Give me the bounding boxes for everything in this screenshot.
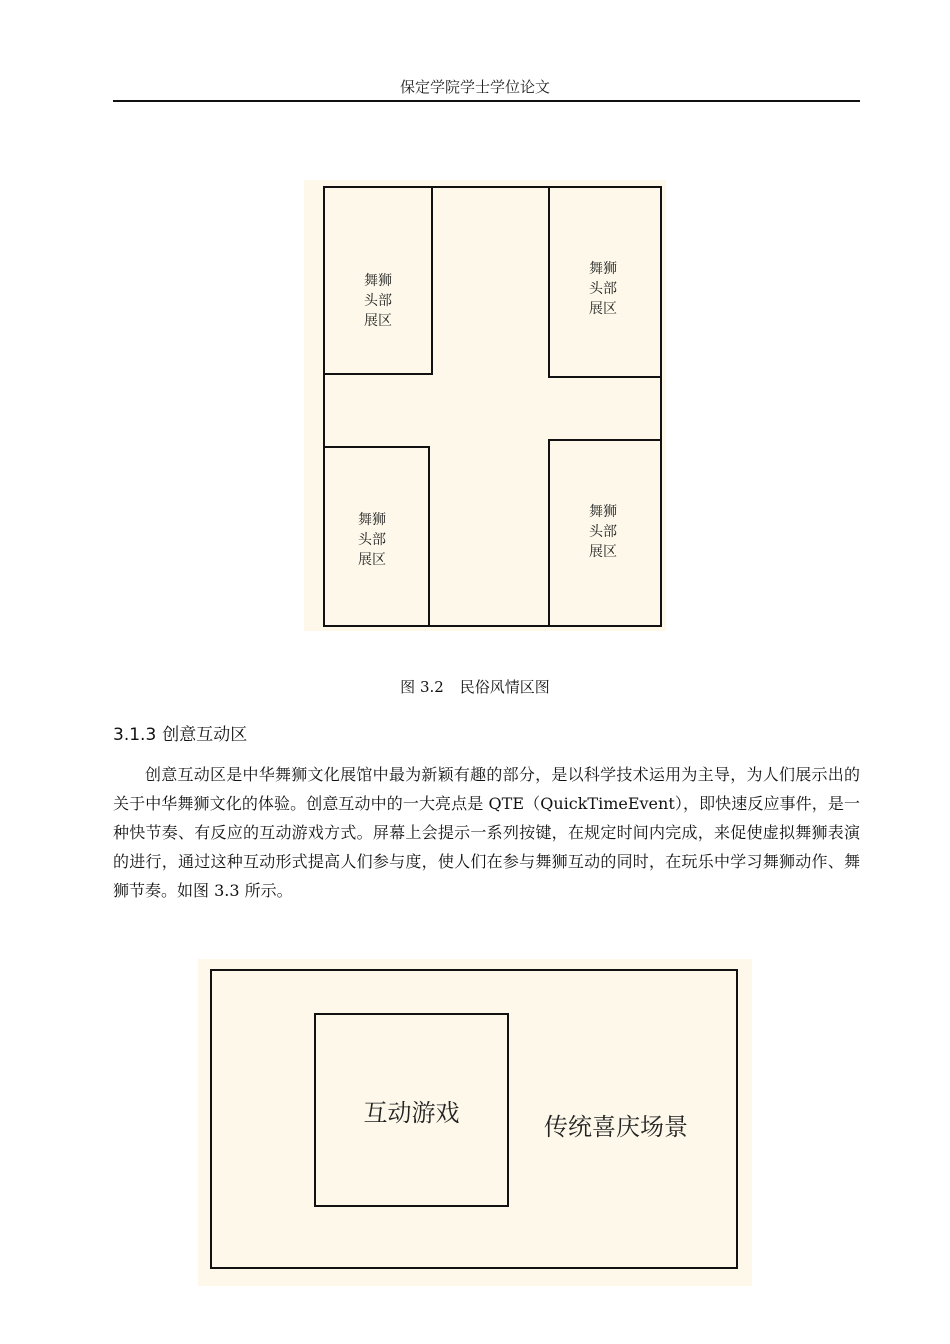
figure-3-2-caption bbox=[0, 676, 950, 697]
section-heading bbox=[113, 720, 247, 745]
booth-label-top-right: 舞狮 头部 展区 bbox=[589, 261, 617, 317]
traditional-scene-label: 传统喜庆场景 bbox=[544, 1113, 688, 1141]
figure-3-2 bbox=[304, 180, 666, 631]
caption-title: 民俗风情区图 bbox=[459, 678, 550, 696]
header-divider bbox=[113, 100, 860, 102]
booth-label-top-left: 舞狮 头部 展区 bbox=[364, 273, 392, 329]
interactive-game-label: 互动游戏 bbox=[363, 1099, 460, 1127]
page-header-title: 保定学院学士学位论文 bbox=[399, 78, 550, 96]
caption-number: 图 3.2 bbox=[400, 678, 444, 696]
section-number: 3.1.3 bbox=[113, 725, 157, 745]
body-paragraph: 创意互动区是中华舞狮文化展馆中最为新颖有趣的部分，是以科学技术运用为主导，为人们展示出的关于中华舞狮文化的体验。创意互动中的一大亮点是 QTE（QuickTimeEvent），即快速反应事件，是一种快节奏、有反应的互动游戏方式。屏幕上会提示一系列按键，在规定时间内完成，来促使虚拟舞狮表演的进行，通过这种互动形式提高人们参与度，使人们在参与舞狮互动的同时，在玩乐中学习舞狮动作、舞狮节奏。如图 3.3 所示。 bbox=[113, 765, 860, 900]
figure-3-3 bbox=[198, 959, 752, 1286]
booth-label-bottom-left: 舞狮 头部 展区 bbox=[358, 512, 386, 568]
booth-label-bottom-right: 舞狮 头部 展区 bbox=[589, 504, 617, 560]
section-title: 创意互动区 bbox=[162, 725, 248, 745]
